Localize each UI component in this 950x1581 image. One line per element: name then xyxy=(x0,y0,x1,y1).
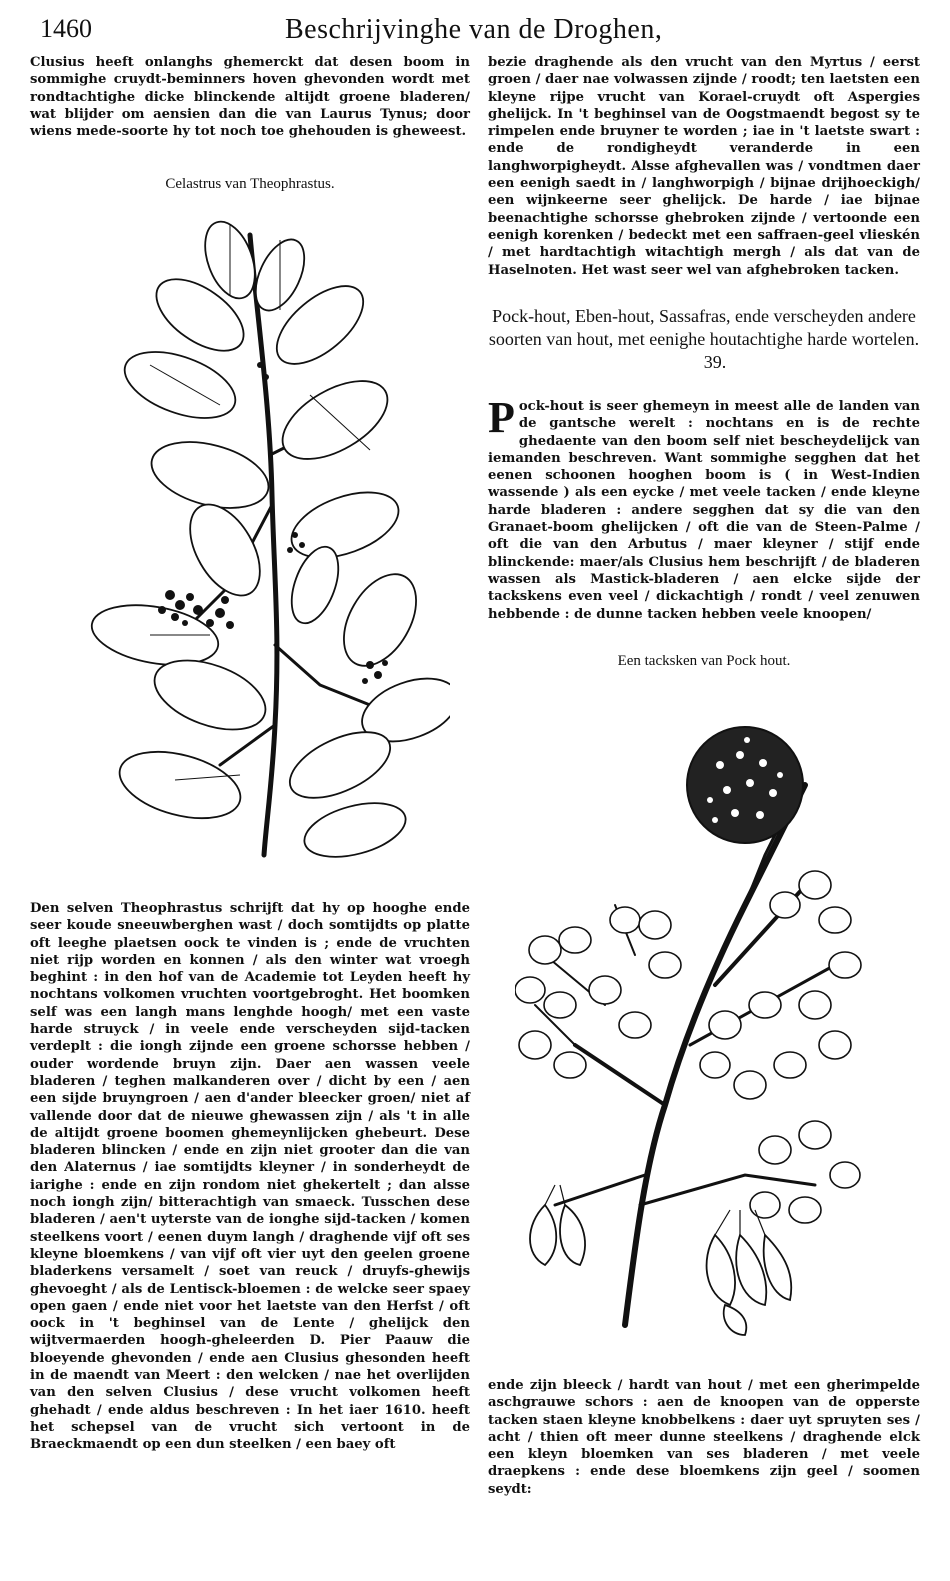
pock-hout-woodcut-svg xyxy=(515,705,885,1355)
drop-cap-letter: P xyxy=(488,393,515,442)
right-section-block xyxy=(488,393,920,623)
section-heading: Pock-hout, Eben-hout, Sassafras, ende verscheyden andere soorten van hout, met eenighe houtachtighe harde wortelen. xyxy=(488,306,920,349)
pock-hout-illustration xyxy=(515,705,885,1355)
running-title: Beschrijvinghe van de Droghen, xyxy=(285,14,663,45)
pock-hout-caption: Een tacksken van Pock hout. xyxy=(617,653,791,669)
left-main-block xyxy=(30,900,470,1454)
right-section-text: ock-hout is seer ghemeyn in meest alle de landen van de gantsche werelt : nochtans en is de rechte ghedaente van den boom self niet bescheydelijck van iemanden beschreven. Want sommighe segghen dat het eenen schoonen hooghen boom is ( in West-Indien wassende ) als een eycke / met veele tacken / ende kleyne harde bladeren : andere segghen dat sy die van den Granaet-boom ghelijcken / oft die van de Steen-Palme / oft die van den Arbutus / maer kleyner / stijf ende blinckende: maer/als Clusius hem beschrijft / de bladeren wassen als Mastick-bladeren / aen elcke sijde der tackskens even veel / dickachtigh / rondt / veel zenuwen hebbende : de dunne tacken hebben veele knoopen/ xyxy=(488,399,920,622)
page-number: 1460 xyxy=(40,14,92,43)
right-closing-paragraph: ende zijn bleeck / hardt van hout / met een gherimpelde aschgrauwe schors : aen de knoopen van de opperste tacken staen kleyne knobbelkens : daer uyt spruyten ses / acht / thien oft meer dunne steelkens / draghende elck een kleyn bloemken van ses bladeren / met veele draepkens : ende dese bloemkens zijn geel / soomen seydt: xyxy=(488,1378,920,1497)
right-section-paragraph xyxy=(488,393,920,623)
right-continuation-paragraph: bezie draghende als den vrucht van den Myrtus / eerst groen / daer nae volwassen zijnde / roodt; ten laetsten een kleyne rijpe vrucht van Korael-cruydt oft Aspergies ghelijck. In 't beghinsel van de Oogstmaendt begost sy te rimpelen ende bruyner te worden ; iae in 't laetste swart : ende de rondigheydt veranderde in een langhworpigheydt. Alsse afghevallen was / vondtmen daer een eenigh saedt in / langhworpigh / bijnae drijhoeckigh/ een wijnkeerne seer ghelijck. De harde / iae bijnae beenachtighe schorsse ghebroken zijnde / vertoonde een eenigh korenken / bedeckt met een saffraen-geel vlieskén / met hardtachtigh witachtigh mergh / als dat van de Haselnoten. Het wast seer wel van afghebroken tacken. xyxy=(488,55,920,278)
section-number: 39. xyxy=(703,352,727,372)
left-main-paragraph: Den selven Theophrastus schrijft dat hy op hooghe ende seer koude sneeuwberghen wast / doch somtijdts op platte oft leeghe plaetsen oock te vinden is ; ende de vruchten niet rijp worden en konnen / als den winter wat vroegh beghint : in den hof van de Academie tot Leyden heeft hy nochtans volkomen vruchten voortgebroght. Het boomken self was een langh mans lenghde hoogh/ met een vaste harde struyck / in veele ende verscheyden sijd-tacken verdeplt : die iongh zijnde een groene schorsse hebben / ouder wordende bruyn zijn. Daer aen wassen veele bladeren / teghen malkanderen over / dicht by een / aen een sijde bruyngroen / aen d'ander bleecker groen/ niet af vallende door dat de nieuwe ghewassen zijn / als 't in alle de altijdt groene boomen ghemeynlijcken ghebeurt. Dese bladeren blincken / ende en zijn niet grooter dan die van den Alaternus / iae somtijdts kleyner / in sonderheydt de iarighe : ende en zijn rondom niet ghekertelt ; dan alsse noch iongh zijn/ bitterachtigh van smaeck. Tusschen dese bladeren / aen't uyterste van de ionghe sijd-tacken / komen steelkens voort / eenen duym langh / draghende vijf oft ses kleyne bloemkens / van vijf oft vier uyt den geelen groene bladerkens versamelt / soet van reuck / druyfs-ghewijs ghevoeght / als de Lentisck-bloemen : de welcke seer spaey open gaen / ende niet voor het laetste van den Herfst / oft oock in 't beghinsel van de Lente / ghelijck den wijtvermaerden hoogh-gheleerden D. Pier Paauw die bloeyende ghevonden / ende aen Clusius ghesonden heeft in de maendt van Meert : den welcken / nae het overlijden van den selven Clusius / dese vrucht volkomen heeft ghehadt / ende aldus beschreven : In het iaer 1610. heeft het schepsel van de vrucht sich vertoont in de Braeckmaendt op een dun steelken / een baey oft xyxy=(30,901,470,1453)
celastrus-caption: Celastrus van Theophrastus. xyxy=(165,176,335,192)
celastrus-woodcut-svg xyxy=(80,205,450,865)
right-continuation-block xyxy=(488,54,920,279)
page-header xyxy=(30,14,920,50)
left-intro-block xyxy=(30,54,470,140)
right-closing-block xyxy=(488,1377,920,1498)
celastrus-illustration xyxy=(80,205,450,865)
section-heading-block xyxy=(488,305,920,374)
left-intro-paragraph: Clusius heeft onlanghs ghemerckt dat desen boom in sommighe cruydt-beminners hoven ghevonden wordt met rondtachtighe dicke blinckende altijdt groene bladeren/ wat blijder om aensien dan die van Laurus Tynus; door wiens mede-soorte hy tot noch toe ghehouden is gheweest. xyxy=(30,55,470,140)
